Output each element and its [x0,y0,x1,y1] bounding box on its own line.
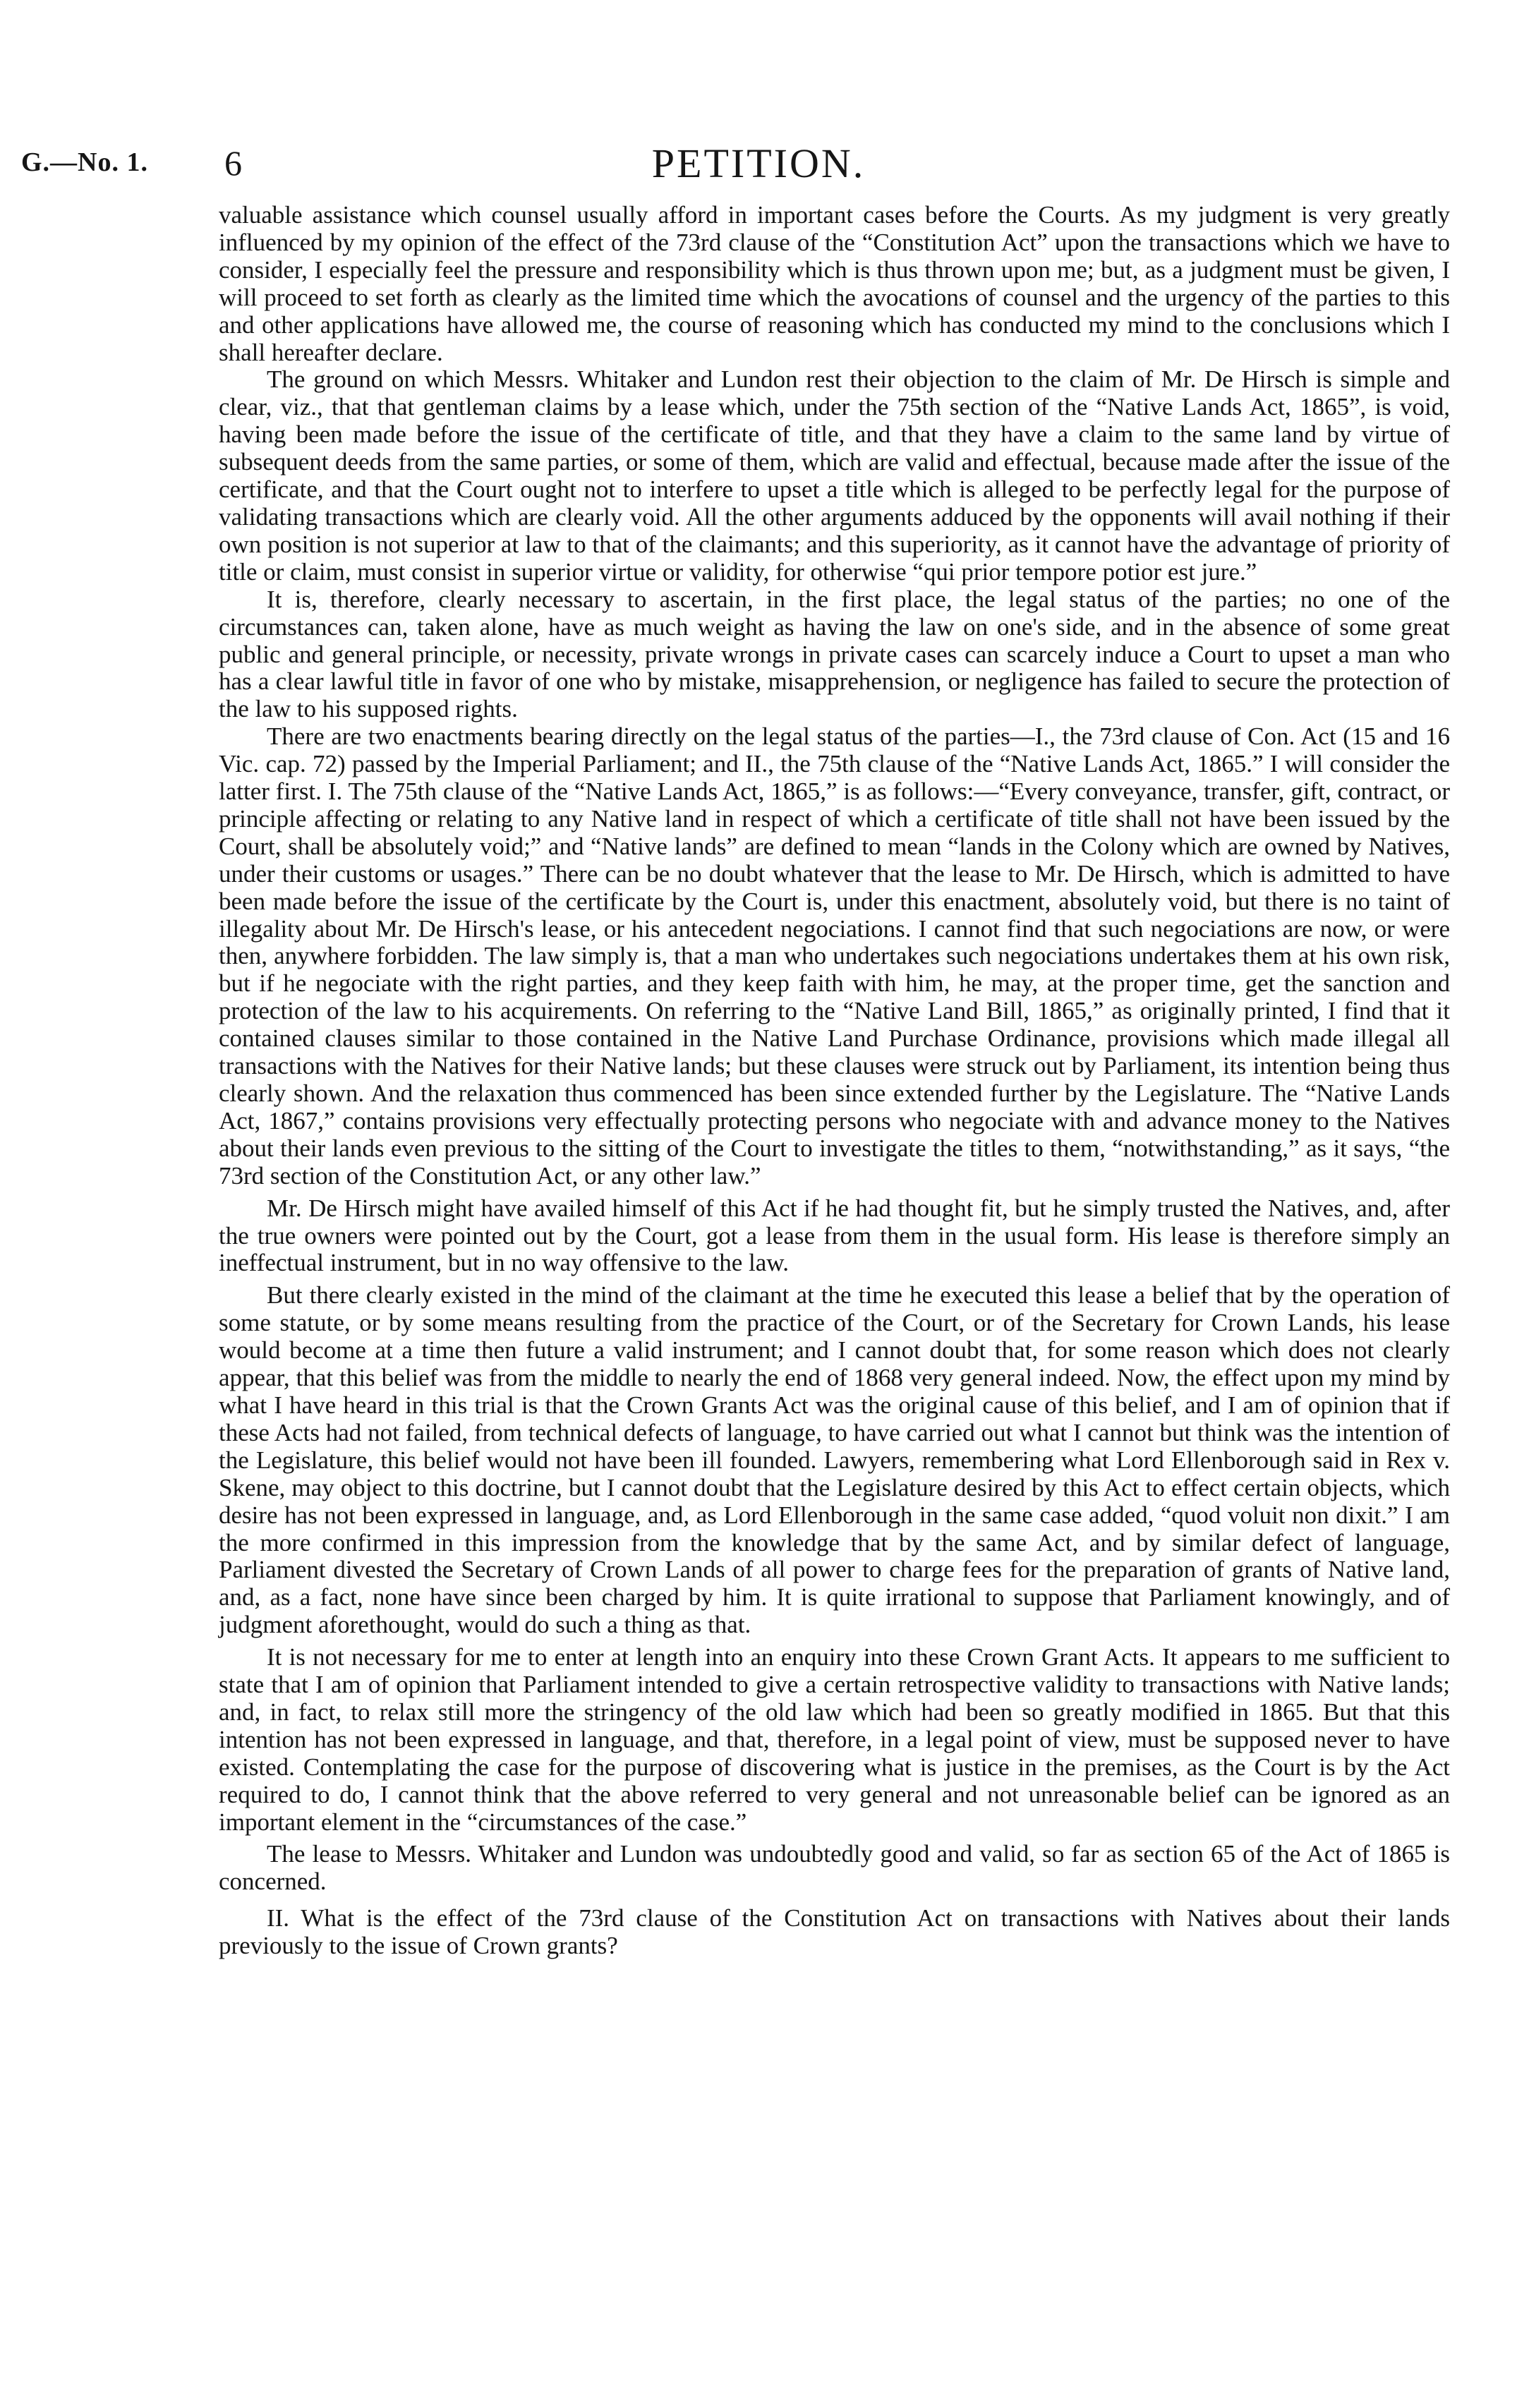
running-header [0,140,1517,189]
paragraph-4: There are two enactments bearing directly on the legal status of the parties—I., the 73rd clause of Con. Act (15 and 16 Vic. cap. 72) passed by the Imperial Parliament; and II., the 75th clause of the “Native Lands Act, 1865.” I will consider the latter first. I. The 75th clause of the “Native Lands Act, 1865,” is as follows:—“Every conveyance, transfer, gift, contract, or principle affecting or relating to any Native land in respect of which a certificate of title shall not have been issued by the Court, shall be absolutely void;” and “Native lands” are defined to mean “lands in the Colony which are owned by Natives, under their customs or usages.” There can be no doubt whatever that the lease to Mr. De Hirsch, which is admitted to have been made before the issue of the certificate by the Court is, under this enactment, absolutely void, but there is no taint of illegality about Mr. De Hirsch's lease, or his antecedent negociations. I cannot find that such negociations are now, or were then, anywhere forbidden. The law simply is, that a man who undertakes such negociations undertakes them at his own risk, but if he negociate with the right parties, and they keep faith with him, he may, at the proper time, get the sanction and protection of the law to his acquirements. On referring to the “Native Land Bill, 1865,” as originally printed, I find that it contained clauses similar to those contained in the Native Land Purchase Ordinance, provisions which made illegal all transactions with the Natives for their Native lands; but these clauses were struck out by Parliament, its intention being thus clearly shown. And the relaxation thus commenced has been since extended further by the Legislature. The “Native Lands Act, 1867,” contains provisions very effectually protecting persons who negociate with and advance money to the Natives about their lands even previous to the sitting of the Court to investigate the titles to them, “notwithstanding,” as it says, “the 73rd section of the Constitution Act, or any other law.” [219,722,1450,1190]
paragraph-9: II. What is the effect of the 73rd clause of the Constitution Act on transactions with Natives about their lands previously to the issue of Crown grants? [219,1904,1450,1960]
body-text [219,202,1450,1960]
paragraph-6: But there clearly existed in the mind of the claimant at the time he executed this lease a belief that by the operation of some statute, or by some means resulting from the practice of the Court, or of the Secretary for Crown Lands, his lease would become at a time then future a valid instrument; and I cannot doubt that, for some reason which does not clearly appear, that this belief was from the middle to nearly the end of 1868 very general indeed. Now, the effect upon my mind by what I have heard in this trial is that the Crown Grants Act was the original cause of this belief, and I am of opinion that if these Acts had not failed, from technical defects of language, to have carried out what I cannot but think was the intention of the Legislature, this belief would not have been ill founded. Lawyers, remembering what Lord Ellenborough said in Rex v. Skene, may object to this doctrine, but I cannot doubt that the Legislature desired by this Act to effect certain objects, which desire has not been expressed in language, and, as Lord Ellenborough in the same case added, “quod voluit non dixit.” I am the more confirmed in this impression from the knowledge that by the same Act, and by similar defect of language, Parliament divested the Secretary of Crown Lands of all power to charge fees for the preparation of grants of Native land, and, as a fact, none have since been charged by him. It is quite irrational to suppose that Parliament knowingly, and of judgment aforethought, would do such a thing as that. [219,1281,1450,1639]
paragraph-7: It is not necessary for me to enter at length into an enquiry into these Crown Grant Acts. It appears to me sufficient to state that I am of opinion that Parliament intended to give a certain retrospective validity to transactions with Native lands; and, in fact, to relax still more the stringency of the old law which had been so greatly modified in 1865. But that this intention has not been expressed in language, and that, therefore, in a legal point of view, must be supposed never to have existed. Contemplating the case for the purpose of discovering what is justice in the premises, as the Court is by the Act required to do, I cannot think that the above referred to very general and not unreasonable belief can be ignored as an important element in the “circumstances of the case.” [219,1643,1450,1836]
paragraph-2: The ground on which Messrs. Whitaker and Lundon rest their objection to the claim of Mr. De Hirsch is simple and clear, viz., that that gentleman claims by a lease which, under the 75th section of the “Native Lands Act, 1865”, is void, having been made before the issue of the certificate of title, and that they have a claim to the same land by virtue of subsequent deeds from the same parties, or some of them, which are valid and effectual, because made after the issue of the certificate, and that the Court ought not to interfere to upset a title which is alleged to be perfectly legal for the purpose of validating transactions which are clearly void. All the other arguments adduced by the opponents will avail nothing if their own position is not superior at law to that of the claimants; and this superiority, as it cannot have the advantage of priority of title or claim, must consist in superior virtue or validity, for otherwise “qui prior tempore potior est jure.” [219,365,1450,586]
paragraph-3: It is, therefore, clearly necessary to ascertain, in the first place, the legal status of the parties; no one of the circumstances can, taken alone, have as much weight as having the law on one's side, and in the absence of some great public and general principle, or necessity, private wrongs in private cases can scarcely induce a Court to upset a man who has a clear lawful title in favor of one who by mistake, misapprehension, or negligence has failed to secure the protection of the law to his supposed rights. [219,585,1450,723]
page-title: PETITION. [651,140,866,186]
document-reference: G.—No. 1. [21,147,148,177]
page-number: 6 [224,143,242,183]
paragraph-8: The lease to Messrs. Whitaker and Lundon was undoubtedly good and valid, so far as section 65 of the Act of 1865 is concerned. [219,1840,1450,1896]
paragraph-5: Mr. De Hirsch might have availed himself of this Act if he had thought fit, but he simply trusted the Natives, and, after the true owners were pointed out by the Court, got a lease from them in the usual form. His lease is therefore simply an ineffectual instrument, but in no way offensive to the law. [219,1194,1450,1277]
paragraph-1: valuable assistance which counsel usually afford in important cases before the Courts. As my judgment is very greatly influenced by my opinion of the effect of the 73rd clause of the “Constitution Act” upon the transactions which we have to consider, I especially feel the pressure and responsibility which is thus thrown upon me; but, as a judgment must be given, I will proceed to set forth as clearly as the limited time which the avocations of counsel and the urgency of the parties to this and other applications have allowed me, the course of reasoning which has conducted my mind to the conclusions which I shall hereafter declare. [219,201,1450,366]
